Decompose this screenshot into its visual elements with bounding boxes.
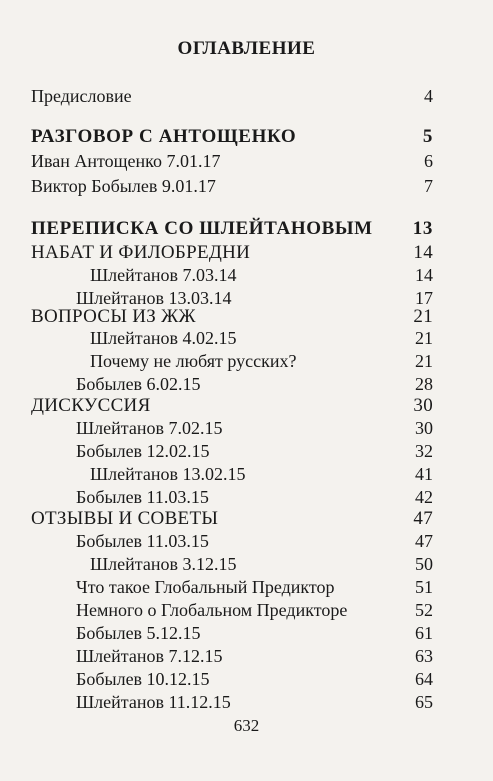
entry-page: 52	[415, 600, 433, 620]
entry-page: 61	[415, 623, 433, 643]
entry-label: Бобылев 11.03.15	[76, 531, 209, 551]
entry-page: 6	[424, 151, 433, 171]
toc-entry	[0, 151, 493, 177]
entry-label: Шлейтанов 13.03.14	[76, 288, 232, 308]
entry-page: 64	[415, 669, 433, 689]
entry-page: 7	[424, 176, 433, 196]
entry-page: 21	[413, 306, 433, 327]
entry-label: Шлейтанов 7.03.14	[90, 265, 237, 285]
toc-entry	[0, 692, 493, 718]
entry-page: 63	[415, 646, 433, 666]
entry-label: Бобылев 5.12.15	[76, 623, 201, 643]
toc-section-antoshchenko	[0, 126, 493, 152]
entry-label: Бобылев 11.03.15	[76, 487, 209, 507]
section-label: РАЗГОВОР С АНТОЩЕНКО	[31, 126, 297, 147]
entry-label: Иван Антощенко 7.01.17	[31, 151, 221, 171]
entry-page: 28	[415, 374, 433, 394]
entry-page: 14	[413, 242, 433, 263]
entry-label: Что такое Глобальный Предиктор	[76, 577, 335, 597]
entry-page: 47	[413, 508, 433, 529]
entry-page: 17	[415, 288, 433, 308]
entry-page: 21	[415, 351, 433, 371]
subsection-label: НАБАТ И ФИЛОБРЕДНИ	[31, 242, 251, 263]
entry-label: Бобылев 6.02.15	[76, 374, 201, 394]
toc-entry-preface	[0, 86, 493, 112]
entry-page: 5	[422, 126, 433, 147]
entry-label: Шлейтанов 3.12.15	[90, 554, 237, 574]
entry-page: 32	[415, 441, 433, 461]
entry-page: 30	[413, 395, 433, 416]
entry-page: 21	[415, 328, 433, 348]
entry-page: 41	[415, 464, 433, 484]
entry-label: Бобылев 12.02.15	[76, 441, 210, 461]
entry-page: 14	[415, 265, 433, 285]
entry-page: 4	[424, 86, 433, 106]
entry-label: Шлейтанов 11.12.15	[76, 692, 231, 712]
entry-label: Шлейтанов 7.12.15	[76, 646, 223, 666]
toc-entry	[0, 176, 493, 202]
subsection-label: ОТЗЫВЫ И СОВЕТЫ	[31, 508, 219, 529]
entry-label: Почему не любят русских?	[90, 351, 297, 371]
entry-label: Предисловие	[31, 86, 132, 106]
entry-label: Шлейтанов 13.02.15	[90, 464, 246, 484]
toc-section-shleytanov	[0, 218, 493, 244]
entry-label: Шлейтанов 4.02.15	[90, 328, 237, 348]
page-number: 632	[233, 716, 260, 735]
entry-label: Немного о Глобальном Предикторе	[76, 600, 348, 620]
entry-label: Виктор Бобылев 9.01.17	[31, 176, 216, 196]
toc-title: ОГЛАВЛЕНИЕ	[177, 38, 316, 59]
entry-label: Шлейтанов 7.02.15	[76, 418, 223, 438]
section-label: ПЕРЕПИСКА СО ШЛЕЙТАНОВЫМ	[31, 218, 373, 239]
entry-page: 13	[412, 218, 433, 239]
entry-page: 30	[415, 418, 433, 438]
entry-page: 50	[415, 554, 433, 574]
entry-page: 65	[415, 692, 433, 712]
subsection-label: ВОПРОСЫ ИЗ ЖЖ	[31, 306, 196, 327]
entry-label: Бобылев 10.12.15	[76, 669, 210, 689]
subsection-label: ДИСКУССИЯ	[31, 395, 151, 416]
entry-page: 42	[415, 487, 433, 507]
entry-page: 47	[415, 531, 433, 551]
entry-page: 51	[415, 577, 433, 597]
